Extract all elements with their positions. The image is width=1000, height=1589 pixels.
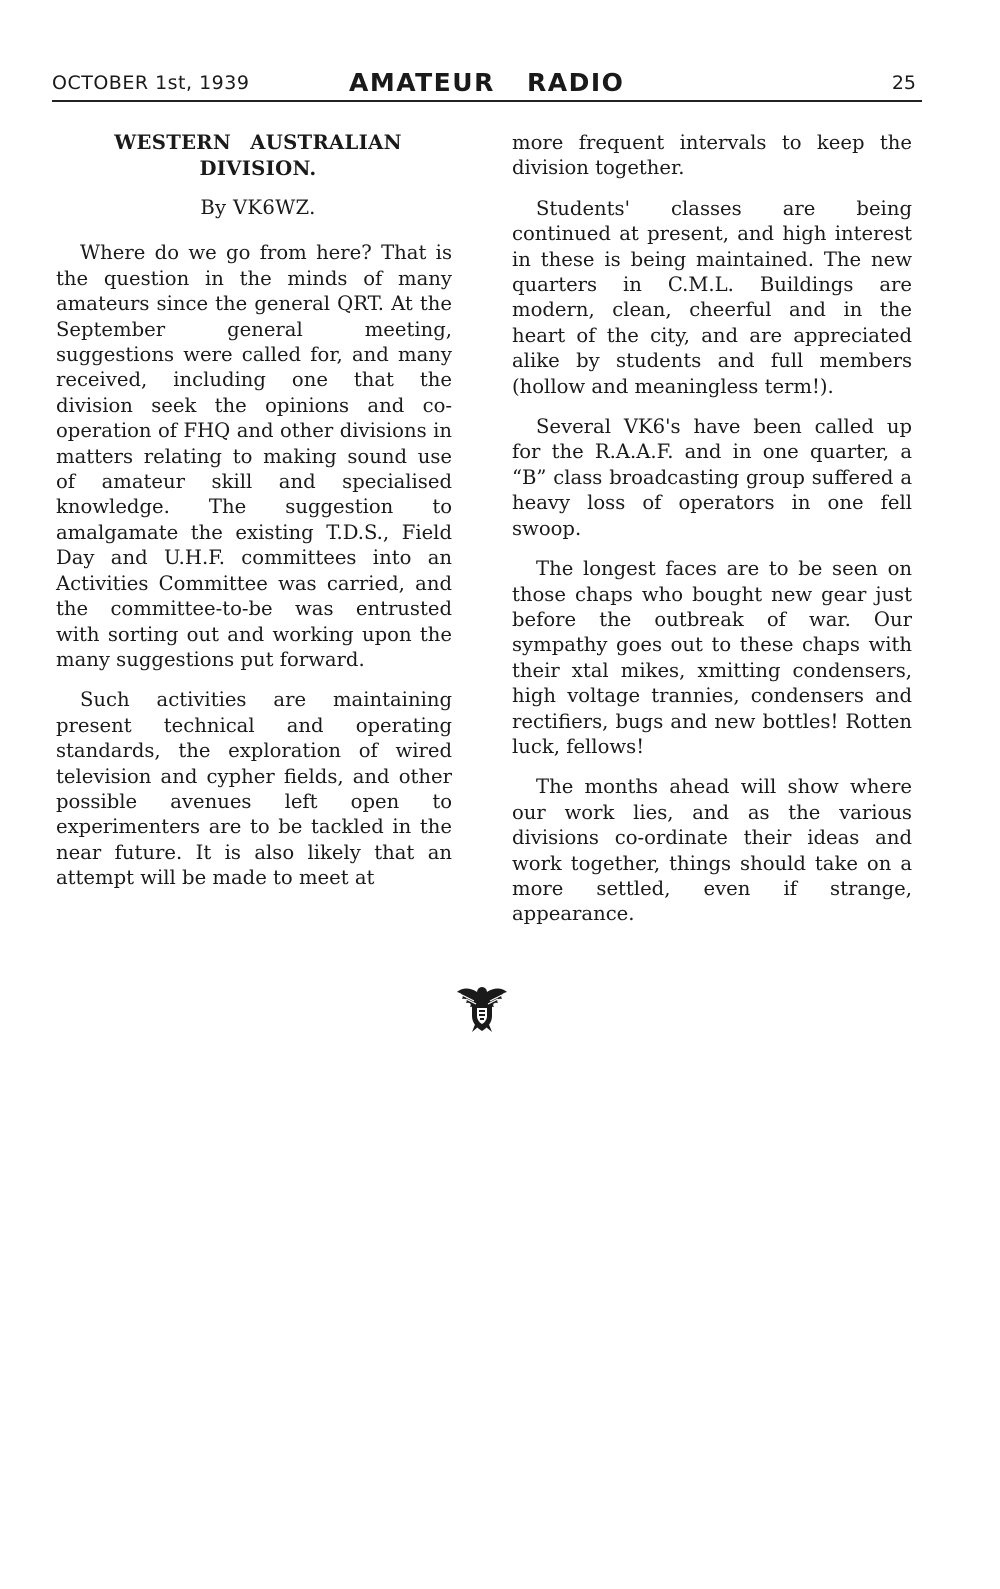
page-number: 25 [891,72,916,94]
right-column [512,130,912,942]
running-head [52,66,922,102]
article-paragraph: Several VK6's have been called up for the R.A.A.F. and in one quarter, a “B” class broadcasting group suffered a heavy loss of operators in one fell swoop. [512,415,912,540]
article-title: WESTERN AUSTRALIAN DIVISION. [114,131,402,180]
article-paragraph: The longest faces are to be seen on those chaps who bought new gear just before the outbreak of war. Our sympathy goes out to these chaps with their xtal mikes, xmitting condensers, high voltage trannies, condensers and rectifiers, bugs and new bottles! Rotten luck, fellows! [512,557,912,758]
article-paragraph: Such activities are maintaining present technical and operating standards, the exploration of wired television and cypher fields, and other possible avenues left open to experimenters are to be tackled in the near future. It is also likely that an attempt will be made to meet at [56,688,452,890]
article-byline: By VK6WZ. [200,196,316,219]
article-paragraph: Where do we go from here? That is the question in the minds of many amateurs since the general QRT. At the September general meeting, suggestions were called for, and many received, including one that the division seek the opinions and co-operation of FHQ and other divisions in matters relating to making sound use of amateur skill and specialised knowledge. The suggestion to amalgamate the existing T.D.S., Field Day and U.H.F. committees into an Activities Committee was carried, and the committee-to-be was entrusted with sorting out and working upon the many suggestions put forward. [56,241,452,671]
article-paragraph: Students' classes are being continued at present, and high interest in these is being maintained. The new quarters in C.M.L. Buildings are modern, clean, cheerful and in the heart of the city, and are appreciated alike by students and full members (hollow and meaningless term!). [512,196,912,398]
publication-title: AMATEUR RADIO [349,68,625,97]
article-paragraph-continued: more frequent intervals to keep the division together. [512,131,912,180]
article-paragraph: The months ahead will show where our work lies, and as the various divisions co-ordinate their ideas and work together, things should take on a more settled, even if strange, appearance. [512,775,912,926]
issue-date: OCTOBER 1st, 1939 [52,72,250,94]
left-column [56,130,452,906]
division-emblem-icon [454,982,510,1034]
